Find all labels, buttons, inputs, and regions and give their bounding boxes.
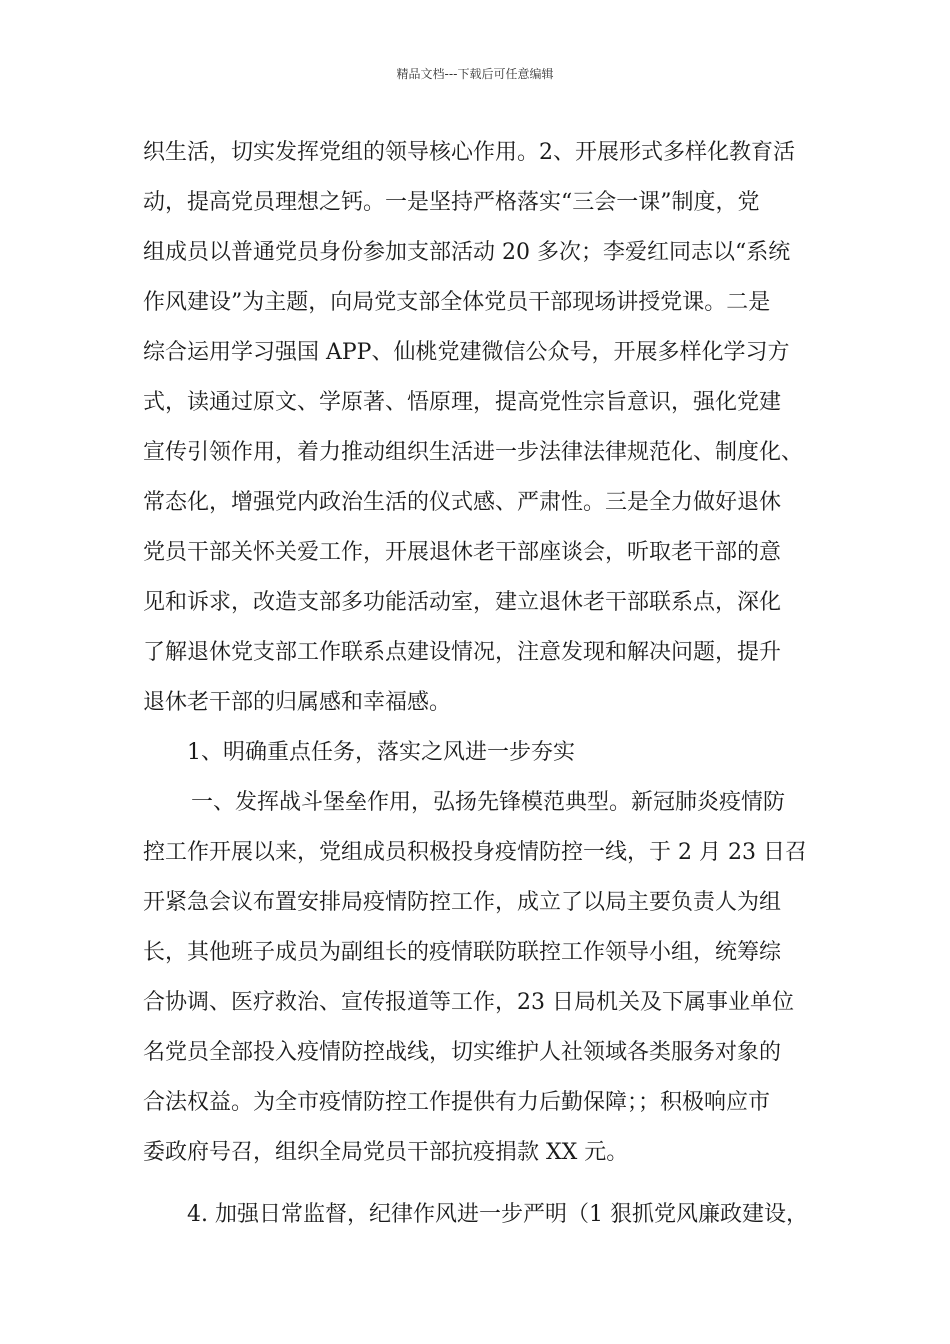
- text-line: 作风建设”为主题，向局党支部全体党员干部现场讲授党课。二是: [143, 290, 771, 315]
- text-line: 开紧急会议布置安排局疫情防控工作，成立了以局主要负责人为组: [143, 890, 782, 915]
- page-header: 精品文档---下载后可任意编辑: [396, 67, 554, 81]
- text-line: 见和诉求，改造支部多功能活动室，建立退休老干部联系点，深化: [143, 590, 782, 615]
- text-line: 组成员以普通党员身份参加支部活动 20 多次；李爱红同志以“系统: [143, 240, 791, 265]
- text-line: 合协调、医疗救治、宣传报道等工作，23 日局机关及下属事业单位: [143, 990, 794, 1015]
- text-line: 常态化，增强党内政治生活的仪式感、严肃性。三是全力做好退休: [143, 490, 782, 515]
- text-line: 织生活，切实发挥党组的领导核心作用。2、开展形式多样化教育活: [143, 140, 795, 165]
- text-line: 动，提高党员理想之钙。一是坚持严格落实“三会一课”制度，党: [143, 190, 760, 215]
- text-line: 控工作开展以来，党组成员积极投身疫情防控一线，于 2 月 23 日召: [143, 840, 807, 865]
- text-line: 名党员全部投入疫情防控战线，切实维护人社领域各类服务对象的: [143, 1040, 782, 1065]
- text-line: 综合运用学习强国 APP、仙桃党建微信公众号，开展多样化学习方: [143, 340, 790, 365]
- paragraph-gap: [143, 1178, 823, 1190]
- text-line: 了解退休党支部工作联系点建设情况，注意发现和解决问题，提升: [143, 640, 782, 665]
- text-line: 式，读通过原文、学原著、悟原理，提高党性宗旨意识，强化党建: [143, 390, 782, 415]
- text-line: 宣传引领作用，着力推动组织生活进一步法律法律规范化、制度化、: [143, 440, 804, 465]
- paragraph-start-line: 一、发挥战斗堡垒作用，弘扬先锋模范典型。新冠肺炎疫情防: [191, 790, 786, 815]
- text-line: 党员干部关怀关爱工作，开展退休老干部座谈会，听取老干部的意: [143, 540, 782, 565]
- text-line: 长，其他班子成员为副组长的疫情联防联控工作领导小组，统筹综: [143, 940, 782, 965]
- document-body: [143, 128, 823, 1240]
- section-heading: 1、明确重点任务，落实之风进一步夯实: [187, 740, 575, 765]
- text-line: 合法权益。为全市疫情防控工作提供有力后勤保障；；积极响应市: [143, 1090, 771, 1115]
- section-heading: 4. 加强日常监督，纪律作风进一步严明（1 狠抓党风廉政建设，: [187, 1202, 808, 1227]
- text-line: 委政府号召，组织全局党员干部抗疫捐款 XX 元。: [143, 1140, 629, 1165]
- text-line: 退休老干部的归属感和幸福感。: [143, 690, 452, 715]
